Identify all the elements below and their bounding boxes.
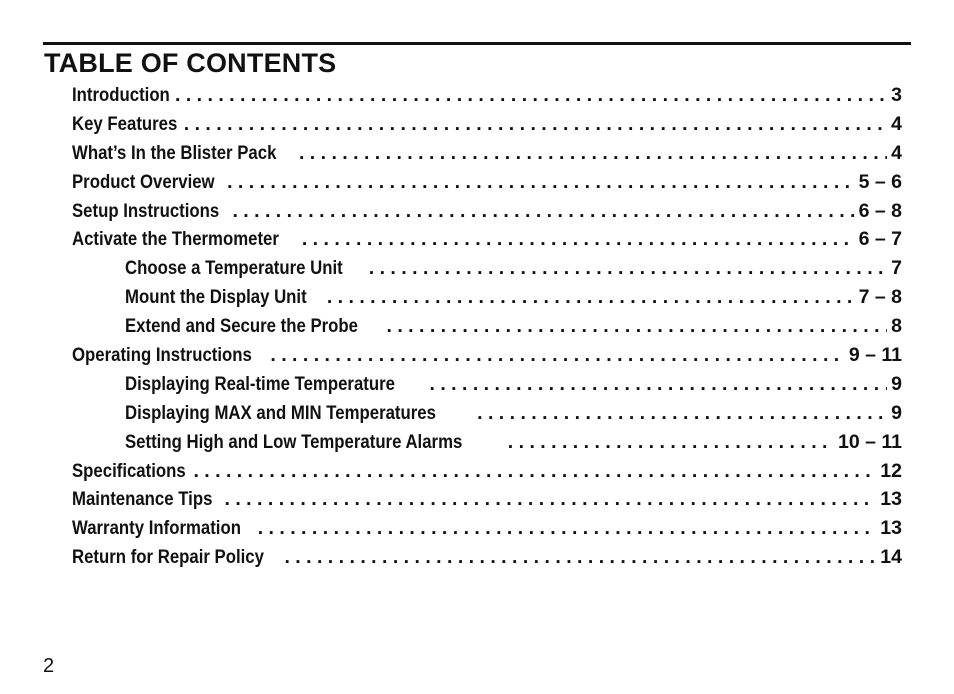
toc-entry-page: 13 [880,517,902,540]
toc-entry-page: 12 [880,459,902,482]
dot-leader [284,543,876,572]
toc-entry[interactable] [72,168,902,197]
toc-entry[interactable] [72,543,902,572]
toc-entry-label: What’s In the Blister Pack [72,141,277,164]
dot-leader [193,457,876,486]
toc-entry-page: 9 – 11 [848,344,902,367]
dot-leader [270,341,845,370]
dot-leader [386,312,887,341]
toc-entry-page: 4 [891,141,902,164]
toc-entry[interactable] [72,225,902,254]
toc-entry-label: Operating Instructions [72,344,252,367]
toc-entry-label: Extend and Secure the Probe [125,315,358,338]
dot-leader [258,514,877,543]
toc-entry[interactable] [72,428,902,457]
toc-entry-page: 7 – 8 [858,286,902,309]
toc-entry-page: 9 [891,401,902,424]
toc-entry-label: Mount the Display Unit [125,286,307,309]
page-number: 2 [43,655,55,677]
toc-entry-page: 8 [891,315,902,338]
toc-entry[interactable] [72,341,902,370]
table-of-contents [72,81,902,572]
toc-entry-page: 7 [891,257,902,280]
toc-entry-label: Warranty Information [72,517,241,540]
toc-entry[interactable] [72,457,902,486]
dot-leader [184,110,887,139]
toc-entry-label: Return for Repair Policy [72,546,264,569]
toc-entry-label: Product Overview [72,170,215,193]
toc-entry-label: Key Features [72,112,178,135]
toc-entry-label: Introduction [72,84,170,106]
toc-entry[interactable] [72,254,902,283]
toc-entry[interactable] [72,283,902,312]
dot-leader [508,428,834,457]
page-title: TABLE OF CONTENTS [44,48,337,78]
toc-entry-page: 6 – 8 [858,199,902,222]
toc-entry-label: Setting High and Low Temperature Alarms [125,430,463,453]
toc-entry-page: 5 – 6 [858,170,902,193]
toc-entry-label: Specifications [72,459,186,482]
toc-entry-label: Choose a Temperature Unit [125,257,343,280]
toc-entry-page: 13 [880,488,902,511]
dot-leader [429,370,887,399]
toc-entry-label: Displaying Real-time Temperature [125,372,395,395]
toc-entry[interactable] [72,139,902,168]
toc-entry-page: 3 [891,84,902,106]
toc-entry-label: Setup Instructions [72,199,220,222]
toc-entry-label: Displaying MAX and MIN Temperatures [125,401,436,424]
toc-entry-page: 4 [891,112,902,135]
toc-entry[interactable] [72,485,902,514]
dot-leader [369,254,887,283]
dot-leader [327,283,855,312]
dot-leader [299,139,887,168]
toc-entry-page: 10 – 11 [838,430,902,453]
toc-entry[interactable] [72,399,902,428]
toc-entry-page: 6 – 7 [858,228,902,251]
toc-entry[interactable] [72,370,902,399]
toc-entry-page: 9 [891,372,902,395]
dot-leader [477,399,887,428]
dot-leader [232,197,854,226]
dot-leader [225,485,877,514]
dot-leader [227,168,855,197]
toc-entry-label: Activate the Thermometer [72,228,279,251]
toc-entry-page: 14 [880,546,902,569]
toc-entry[interactable] [72,110,902,139]
toc-entry[interactable] [72,81,902,110]
dot-leader [302,225,855,254]
toc-entry[interactable] [72,312,902,341]
toc-entry[interactable] [72,197,902,226]
dot-leader [175,81,887,110]
toc-entry[interactable] [72,514,902,543]
toc-entry-label: Maintenance Tips [72,488,213,511]
header-rule [43,42,911,45]
